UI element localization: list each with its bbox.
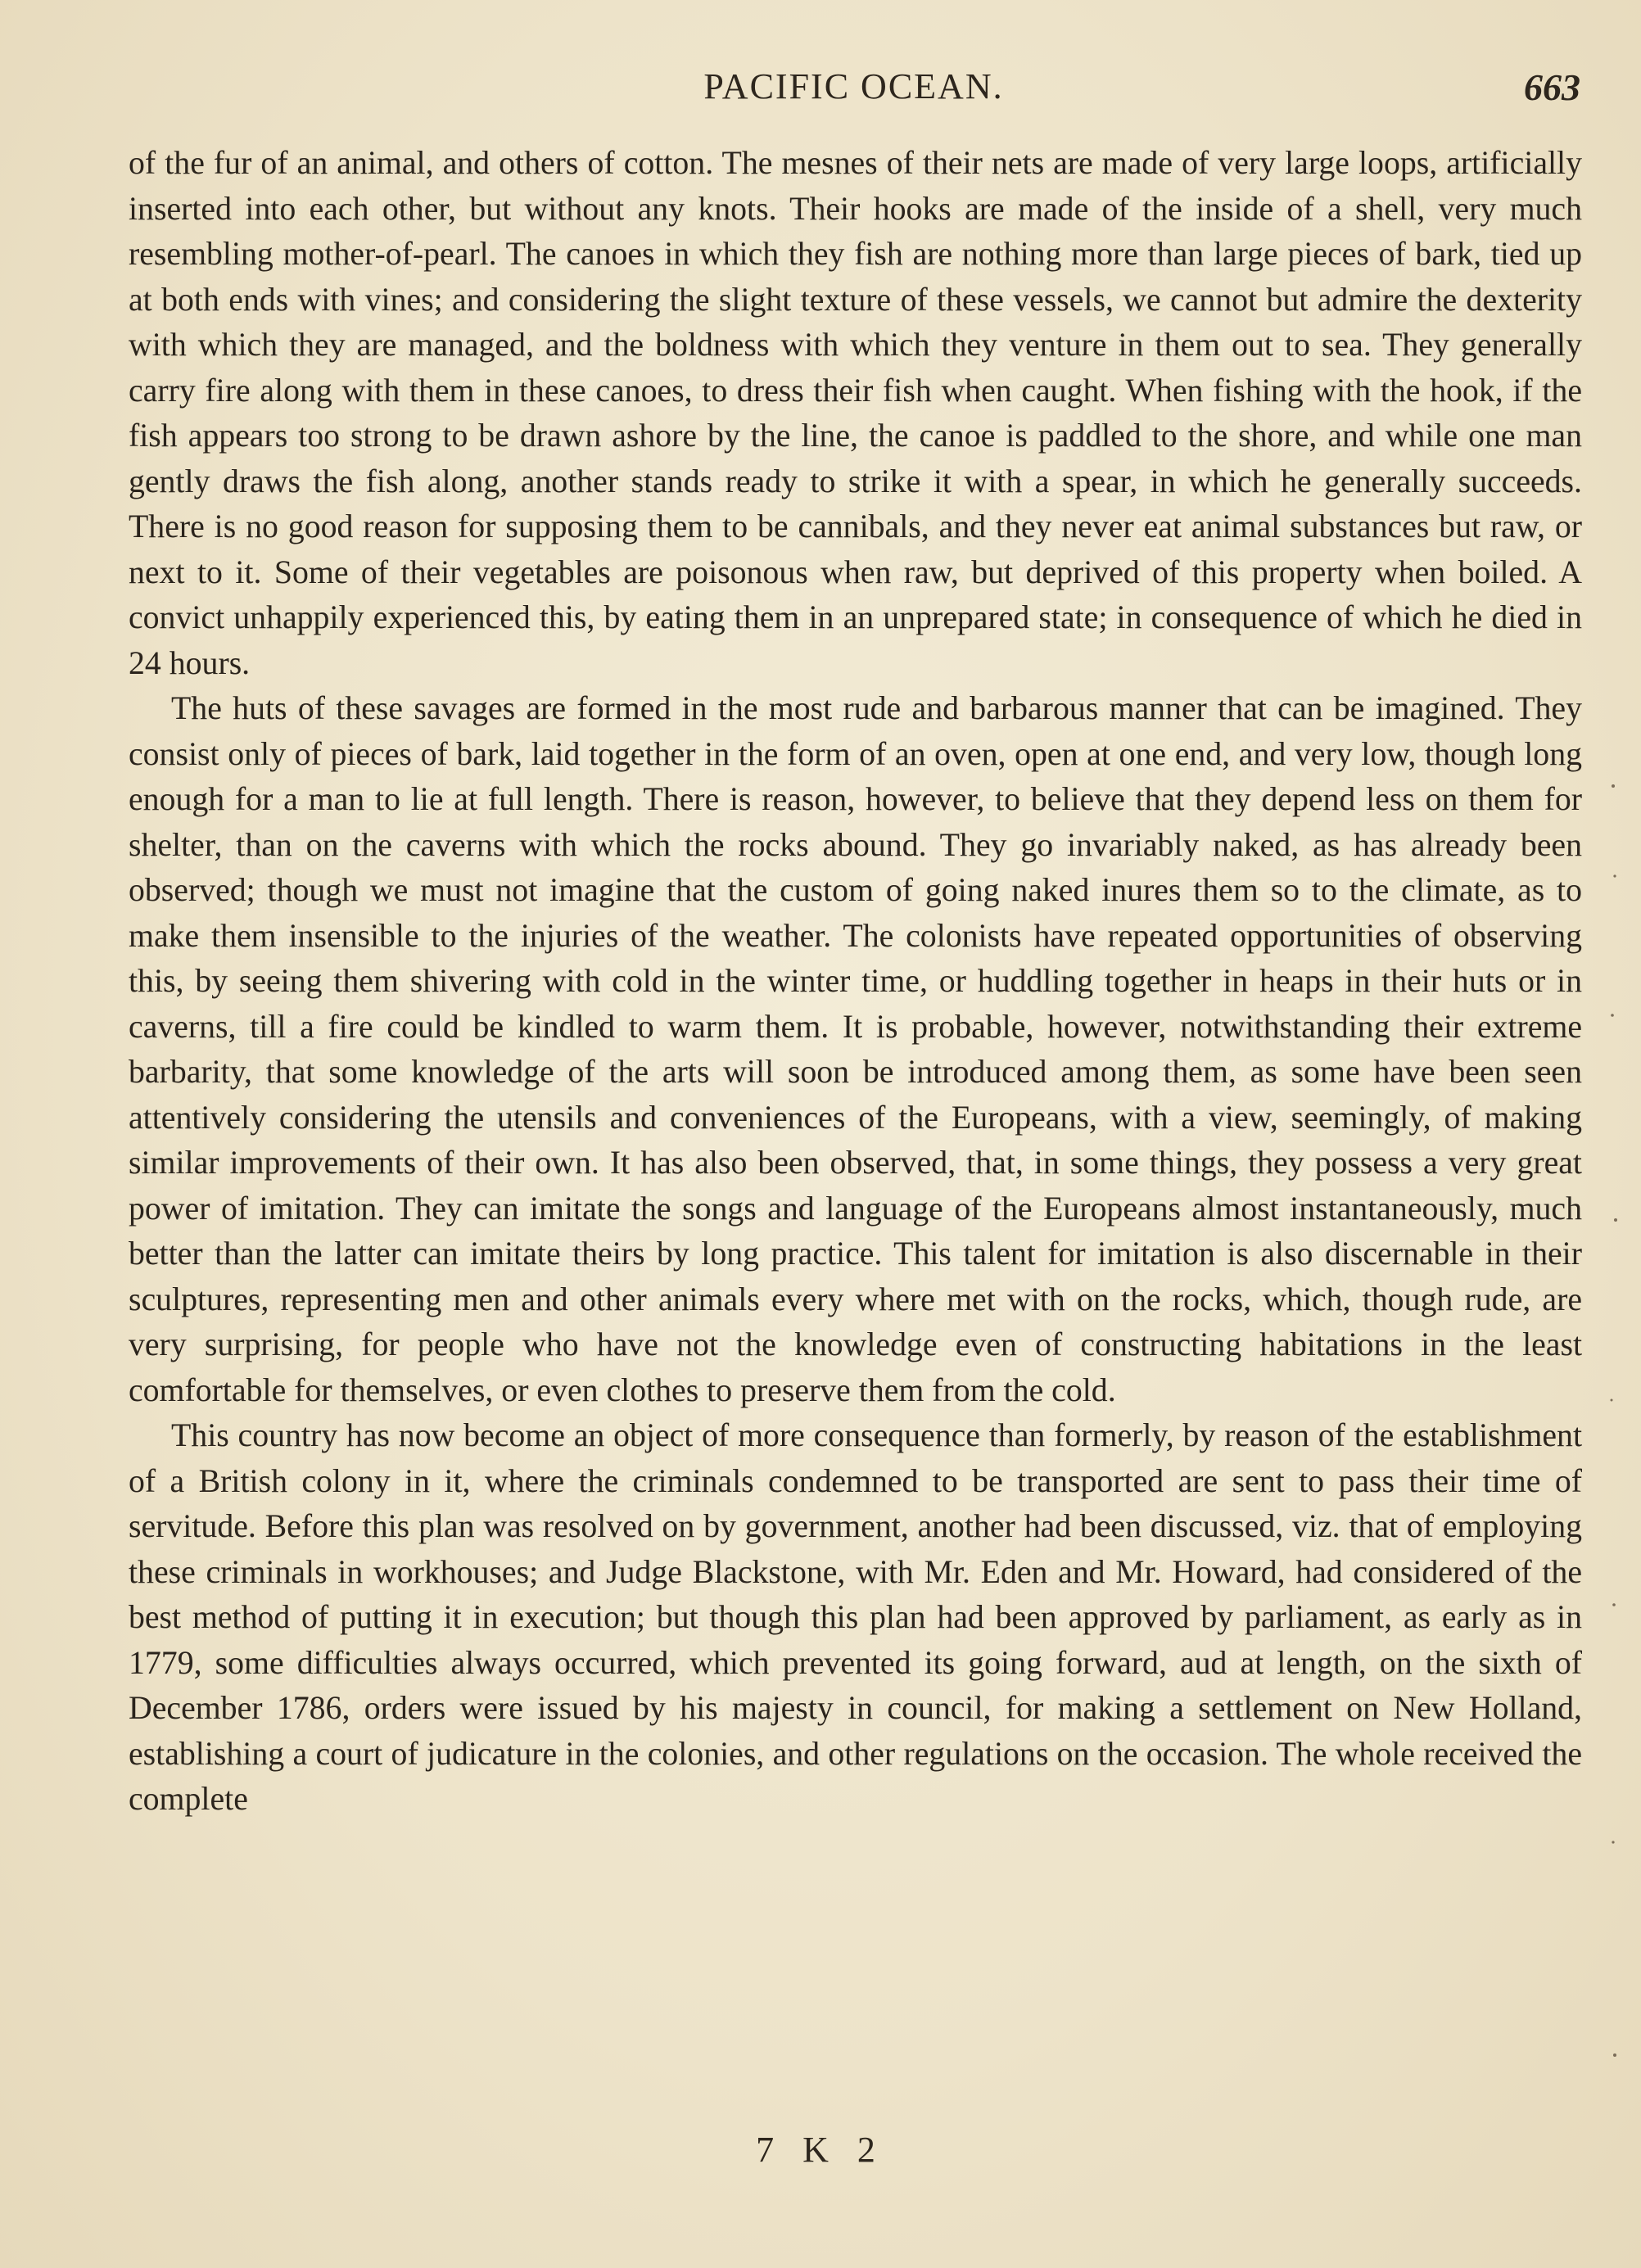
speck: [1611, 1014, 1614, 1017]
body-text: [129, 141, 1582, 1823]
speck: [1612, 1603, 1616, 1606]
speck: [1613, 874, 1616, 877]
paragraph-2: The huts of these savages are formed in the most rude and barbarous manner that can be imagined. They consist only of pieces of bark, laid together in the form of an oven, open at one end, and very low, though long enough for a man to lie at full length. There is reason, however, to believe that they depend less on them for shelter, than on the caverns with which the rocks abound. They go invariably naked, as has already been observed; though we must not imagine that the custom of going naked inures them so to the climate, as to make them insensible to the injuries of the weather. The colonists have repeated opportunities of observing this, by seeing them shivering with cold in the winter time, or huddling together in heaps in their huts or in caverns, till a fire could be kindled to warm them. It is probable, however, notwithstanding their extreme barbarity, that some knowledge of the arts will soon be introduced among them, as some have been seen attentively considering the utensils and conveniences of the Europeans, with a view, seemingly, of making similar improvements of their own. It has also been observed, that, in some things, they possess a very great power of imitation. They can imitate the songs and language of the Europeans almost instantaneously, much better than the latter can imitate theirs by long practice. This talent for imitation is also discernable in their sculptures, representing men and other animals every where met with on the rocks, which, though rude, are very surprising, for people who have not the knowledge even of constructing habitations in the least comfortable for themselves, or even clothes to preserve them from the cold.: [129, 690, 1582, 1408]
signature-mark: 7 K 2: [756, 2130, 885, 2170]
speck: [1613, 2053, 1616, 2057]
paragraph-1: of the fur of an animal, and others of cotton. The mesnes of their nets are made of very large loops, artificially inserted into each other, but without any knots. Their hooks are made of the inside of a shell, very much resembling mother-of-pearl. The canoes in which they fish are nothing more than large pieces of bark, tied up at both ends with vines; and considering the slight texture of these vessels, we cannot but admire the dexterity with which they are managed, and the boldness with which they venture in them out to sea. They generally carry fire along with them in these canoes, to dress their fish when caught. When fishing with the hook, if the fish appears too strong to be drawn ashore by the line, the canoe is paddled to the shore, and while one man gently draws the fish along, another stands ready to strike it with a spear, in which he generally succeeds. There is no good reason for supposing them to be cannibals, and they never eat animal substances but raw, or next to it. Some of their vegetables are poisonous when raw, but deprived of this property when boiled. A convict unhappily experienced this, by eating them in an unprepared state; in consequence of which he died in 24 hours.: [129, 145, 1582, 681]
page-number: 663: [1524, 66, 1580, 108]
running-head: PACIFIC OCEAN.: [703, 66, 1004, 106]
speck: [1612, 784, 1615, 788]
speck: [1611, 1399, 1613, 1402]
speck: [1614, 1218, 1617, 1222]
margin-specks: [1608, 778, 1625, 2129]
speck: [1612, 1841, 1614, 1843]
paragraph-3: This country has now become an object of more consequence than formerly, by reason of the establishment of a British colony in it, where the criminals condemned to be transported are sent to pass their time of servitude. Before this plan was resolved on by government, another had been discussed, viz. that of employing these criminals in workhouses; and Judge Blackstone, with Mr. Eden and Mr. Howard, had considered of the best method of putting it in execution; but though this plan had been approved by parliament, as early as in 1779, some difficulties always occurred, which prevented its going forward, aud at length, on the sixth of December 1786, orders were issued by his majesty in council, for making a settlement on New Holland, establishing a court of judicature in the colonies, and other regulations on the occasion. The whole received the complete: [129, 1417, 1582, 1817]
page-header: [127, 66, 1580, 123]
